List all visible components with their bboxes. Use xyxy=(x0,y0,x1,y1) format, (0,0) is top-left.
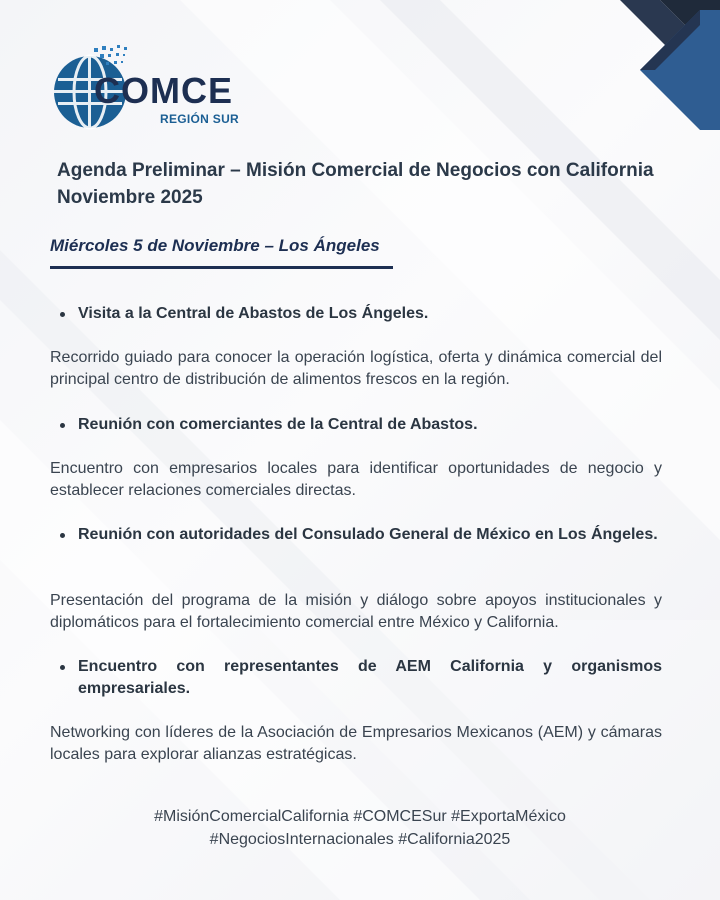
page-title xyxy=(57,157,687,211)
agenda-item-description: Encuentro con empresarios locales para identificar oportunidades de negocio y establecer relaciones comerciales directas. xyxy=(50,460,662,499)
agenda-item-title: Visita a la Central de Abastos de Los Ángeles. xyxy=(58,303,662,325)
logo-region: REGIÓN SUR xyxy=(160,112,240,126)
title-line-1: Agenda Preliminar – Misión Comercial de Negocios con California xyxy=(57,160,654,181)
day-heading: Miércoles 5 de Noviembre – Los Ángeles xyxy=(50,236,380,255)
agenda-item-title: Encuentro con representantes de AEM California y organismos empresariales. xyxy=(58,656,662,700)
agenda-item-description: Recorrido guiado para conocer la operación logística, oferta y dinámica comercial del principal centro de distribución de alimentos frescos en la región. xyxy=(50,349,662,388)
hashtags-line-2: #NegociosInternacionales #California2025 xyxy=(209,831,511,848)
hashtags-line-1: #MisiónComercialCalifornia #COMCESur #ExportaMéxico xyxy=(154,808,566,825)
agenda-item-description: Networking con líderes de la Asociación de Empresarios Mexicanos (AEM) y cámaras locales para explorar alianzas estratégicas. xyxy=(50,724,662,763)
comce-logo xyxy=(50,40,250,130)
agenda-item-description: Presentación del programa de la misión y diálogo sobre apoyos institucionales y diplomáticos para el fortalecimiento comercial entre México y California. xyxy=(50,592,662,631)
hashtags xyxy=(0,805,720,851)
logo-wordmark: COMCE xyxy=(94,70,233,111)
heading-underline xyxy=(50,266,393,269)
agenda-item-title: Reunión con comerciantes de la Central de Abastos. xyxy=(58,414,662,436)
agenda-item-title: Reunión con autoridades del Consulado General de México en Los Ángeles. xyxy=(58,524,662,546)
title-line-2: Noviembre 2025 xyxy=(57,187,203,208)
